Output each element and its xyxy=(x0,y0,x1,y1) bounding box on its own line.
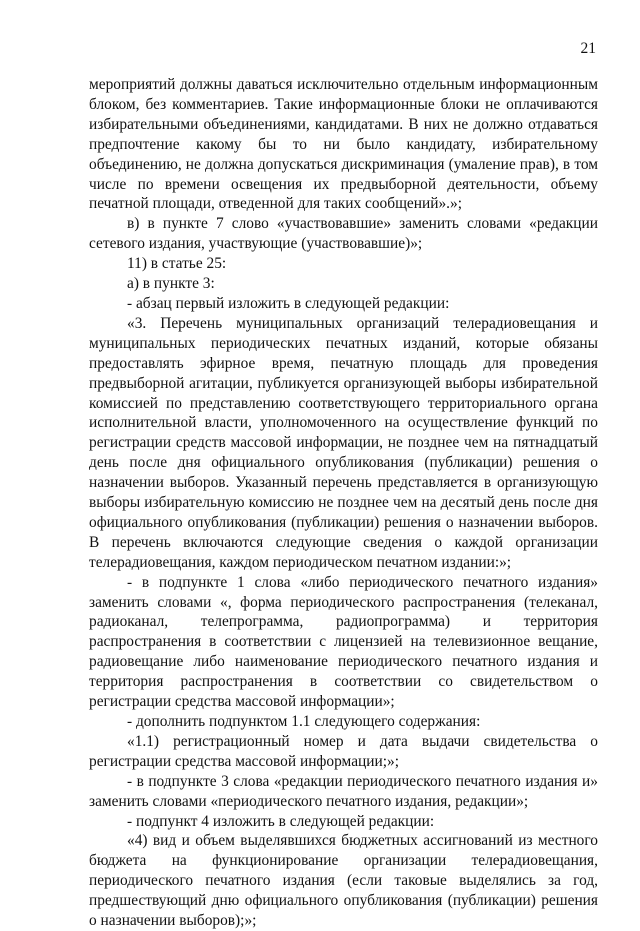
paragraph-subpoint-3: - в подпункте 3 слова «редакции периодического печатного издания и» заменить словами «периодического печатного издания, редакции»; xyxy=(89,772,598,810)
paragraph-subpoint-4: «4) вид и объем выделявшихся бюджетных ассигнований из местного бюджета на функционирование организации телерадиовещания, периодического печатного издания (если таковые выделялись за год, предшествующий дню официального опубликования (публикации) решения о назначении выборов);»; xyxy=(89,832,598,930)
document-body xyxy=(89,75,598,931)
page-number: 21 xyxy=(580,40,596,57)
paragraph-article-25: 11) в статье 25: xyxy=(127,255,227,273)
paragraph-subpoint-1: - в подпункте 1 слова «либо периодического печатного издания» заменить словами «, форма периодического распространения (телеканал, радиоканал, телепрограмма, радиопрограмма) и территория распространения в соответствии с лицензией на телевизионное вещание, радиовещание либо наименование периодического печатного издания и территория распространения в соответствии со свидетельством о регистрации средства массовой информации»; xyxy=(89,573,598,711)
paragraph-point-3: «3. Перечень муниципальных организаций телерадиовещания и муниципальных периодических печатных изданий, которые обязаны предоставлять эфирное время, печатную площадь для проведения предвыборной агитации, публикуется организующей выборы избирательной комиссией по представлению соответствующего территориального органа исполнительной власти, уполномоченного на осуществление функций по регистрации средств массовой информации, не позднее чем на пятнадцатый день после дня официального опубликования (публикации) решения о назначении выборов. Указанный перечень представляется в организующую выборы избирательную комиссию не позднее чем на десятый день после дня официального опубликования (публикации) решения о назначении выборов. В перечень включаются следующие сведения о каждой организации телерадиовещания, каждом периодическом печатном издании:»; xyxy=(89,314,598,571)
paragraph-item-a: а) в пункте 3: xyxy=(127,275,215,293)
paragraph-continuation: мероприятий должны даваться исключительно отдельным информационным блоком, без комментариев. Такие информационные блоки не оплачиваются избирательными объединениями, кандидатами. В них не должно отдаваться предпочтение какому бы то ни было кандидату, избирательному объединению, не должна допускаться дискриминация (умаление прав), в том числе по времени освещения их предвыборной деятельности, объему печатной площади, отведенной для таких сообщений».»; xyxy=(89,76,598,213)
paragraph-item-v: в) в пункте 7 слово «участвовавшие» заменить словами «редакции сетевого издания, участвующие (участвовавшие)»; xyxy=(89,215,598,253)
paragraph-first-abzac: - абзац первый изложить в следующей редакции: xyxy=(127,294,450,312)
paragraph-add-subpoint: - дополнить подпунктом 1.1 следующего содержания: xyxy=(127,713,481,730)
paragraph-subpoint-4-intro: - подпункт 4 изложить в следующей редакции: xyxy=(127,812,435,830)
paragraph-subpoint-1-1: «1.1) регистрационный номер и дата выдачи свидетельства о регистрации средства массовой информации;»; xyxy=(89,732,598,770)
